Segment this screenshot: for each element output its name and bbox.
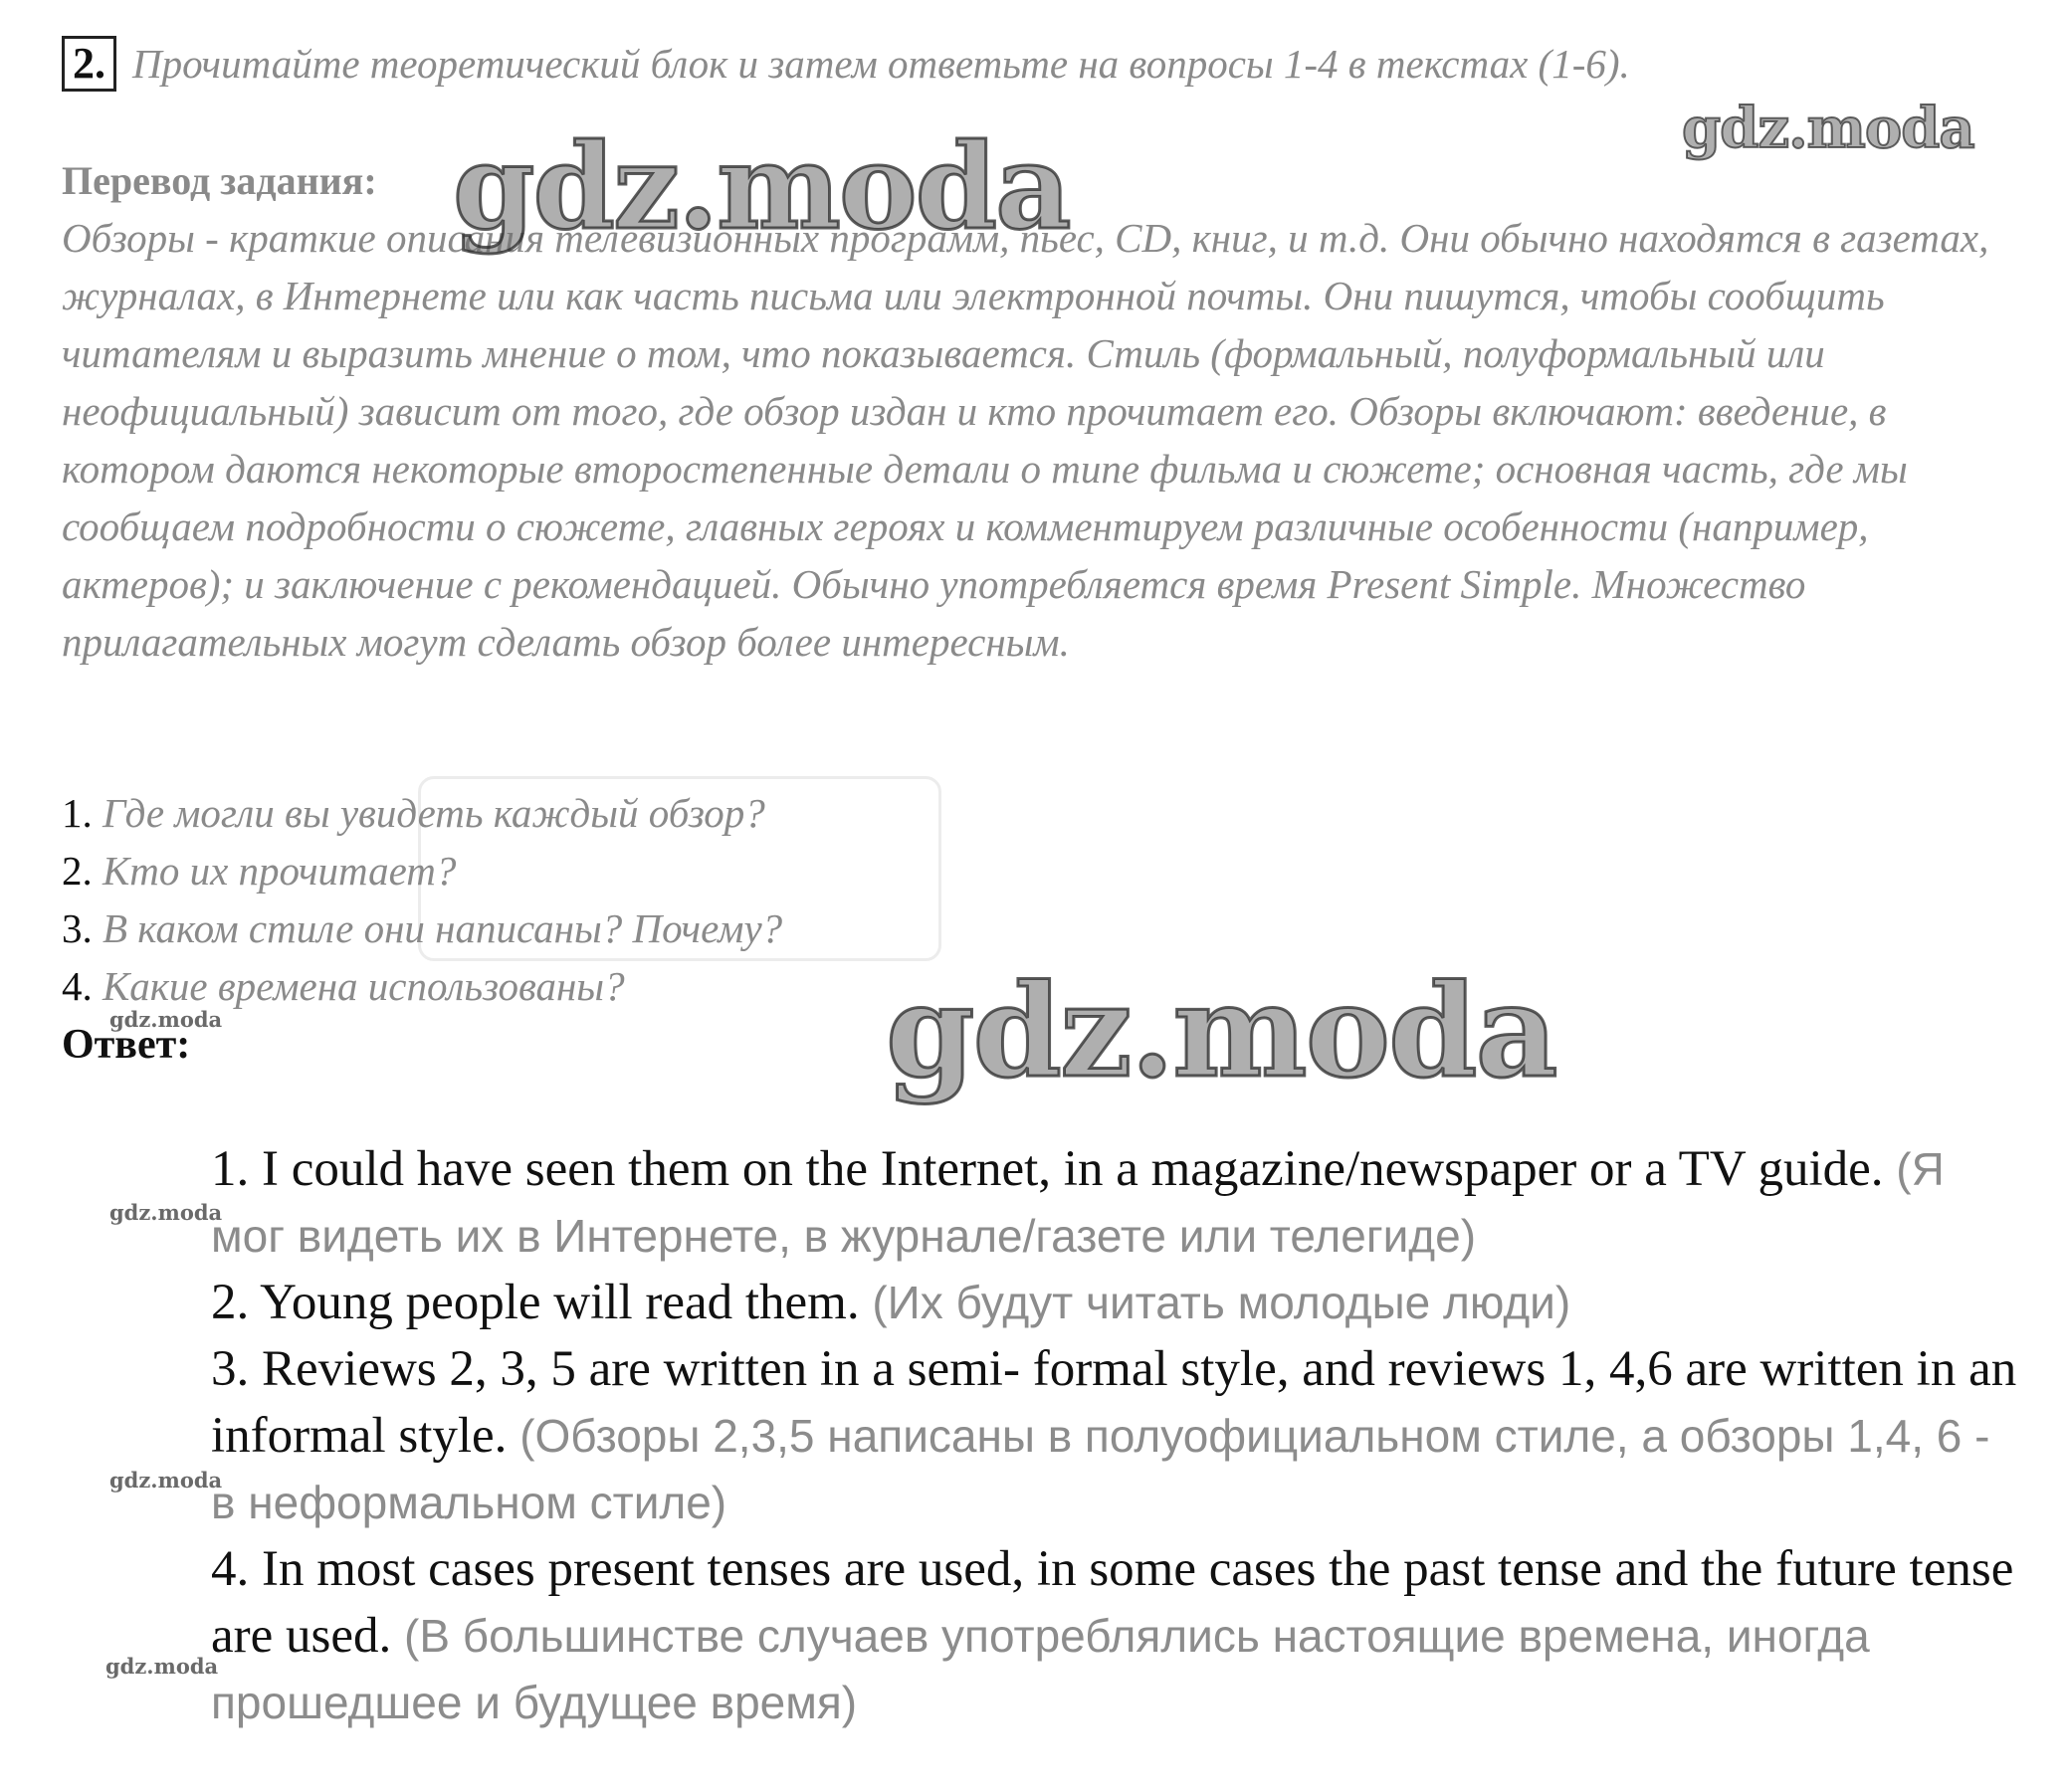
watermark-large: gdz.moda (453, 117, 1070, 256)
watermark-small: gdz.moda (105, 1654, 219, 1679)
task-number: 2. (62, 36, 116, 92)
task-line (62, 36, 2032, 100)
question-item: 3. В каком стиле они написаны? Почему? (62, 905, 783, 951)
answer-item: 4. In most cases present tenses are used, in some cases the past tense and the future tense are used. (В большинстве случаев употреблялись настоящие времена, иногда прошедшее и будущее время) (211, 1541, 2014, 1728)
watermark-large: gdz.moda (886, 957, 1556, 1106)
answer-item: 1. I could have seen them on the Internet, in a magazine/newspaper or a TV guide. (Я мог видеть их в Интернете, в журнале/газете или телегиде) (211, 1141, 1945, 1262)
answers-list (211, 1136, 2022, 1736)
answer-heading: Ответ: (62, 1022, 191, 1068)
watermark-small: gdz.moda (109, 1200, 223, 1225)
watermark-small: gdz.moda (109, 1007, 223, 1032)
question-item: 1. Где могли вы увидеть каждый обзор? (62, 790, 765, 836)
translation-body: Обзоры - краткие описания телевизионных программ, пьес, CD, книг, и т.д. Они обычно находятся в газетах, журналах, в Интернете или как часть письма или электронной почты. Они пишутся, чтобы сообщить читателям и выразить мнение о том, что показывается. Стиль (формальный, полуформальный или неофициальный) зависит от того, где обзор издан и кто прочитает его. Обзоры включают: введение, в котором даются некоторые второстепенные детали о типе фильма и сюжете; основная часть, где мы сообщаем подробности о сюжете, главных героях и комментируем различные особенности (например, актеров); и заключение с рекомендацией. Обычно употребляется время Present Simple. Множество прилагательных могут сделать обзор более интересным. (62, 215, 1989, 665)
answer-item: 3. Reviews 2, 3, 5 are written in a semi- formal style, and reviews 1, 4,6 are written in an informal style. (Обзоры 2,3,5 написаны в полуофициальном стиле, а обзоры 1,4, 6 - в неформальном стиле) (211, 1341, 2017, 1528)
watermark-medium: gdz.moda (1682, 96, 1974, 161)
questions-list (62, 784, 782, 1015)
watermark-small: gdz.moda (109, 1468, 223, 1493)
question-item: 2. Кто их прочитает? (62, 848, 457, 894)
task-instruction: Прочитайте теоретический блок и затем ответьте на вопросы 1-4 в текстах (1-6). (132, 41, 1630, 87)
question-item: 4. Какие времена использованы? (62, 963, 625, 1009)
answer-item: 2. Young people will read them. (Их будут читать молодые люди) (211, 1275, 1571, 1330)
translation-heading: Перевод задания: (62, 158, 377, 203)
